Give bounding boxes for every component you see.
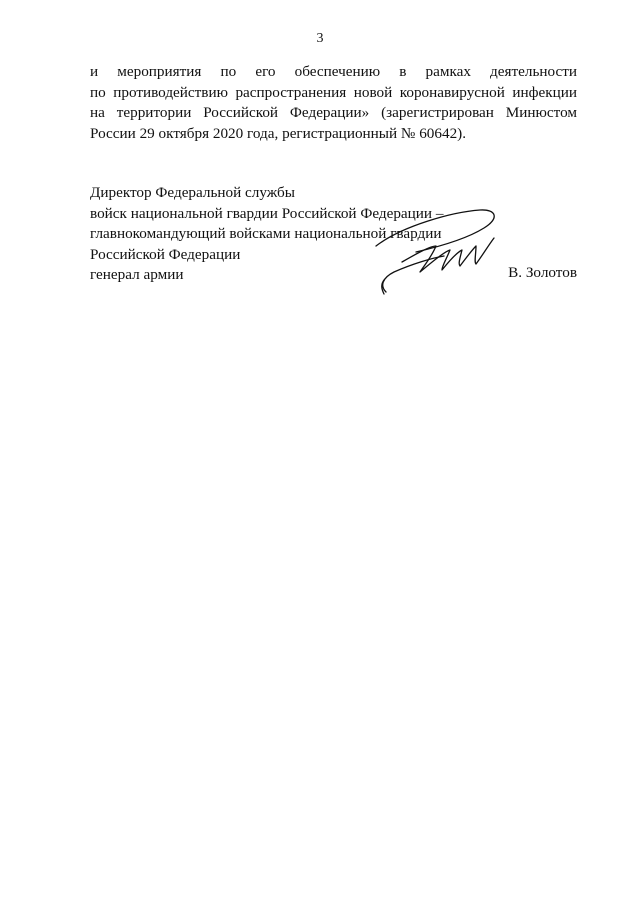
body-line-1: и мероприятия по его обеспечению в рамках деятельности bbox=[90, 63, 577, 80]
body-line-2: по противодействию распространения новой коронавирусной инфекции bbox=[90, 83, 577, 101]
signatory-title-line-3: главнокомандующий войсками национальной гвардии bbox=[90, 225, 442, 243]
body-line-4: России 29 октября 2020 года, регистрационный № 60642). bbox=[90, 124, 467, 142]
body-paragraph bbox=[90, 62, 577, 144]
signatory-title-line-1: Директор Федеральной службы bbox=[90, 184, 295, 201]
page-number: 3 bbox=[316, 31, 324, 46]
body-line-3: на территории Российской Федерации» (зарегистрирован Минюстом bbox=[90, 104, 577, 122]
signatory-title-line-4: Российской Федерации bbox=[90, 245, 241, 263]
signatory-rank: генерал армии bbox=[90, 266, 184, 284]
signatory-title-line-2: войск национальной гвардии Российской Федерации – bbox=[90, 204, 444, 222]
handwritten-signature-icon bbox=[372, 206, 512, 298]
signer-name: В. Золотов bbox=[508, 264, 577, 281]
